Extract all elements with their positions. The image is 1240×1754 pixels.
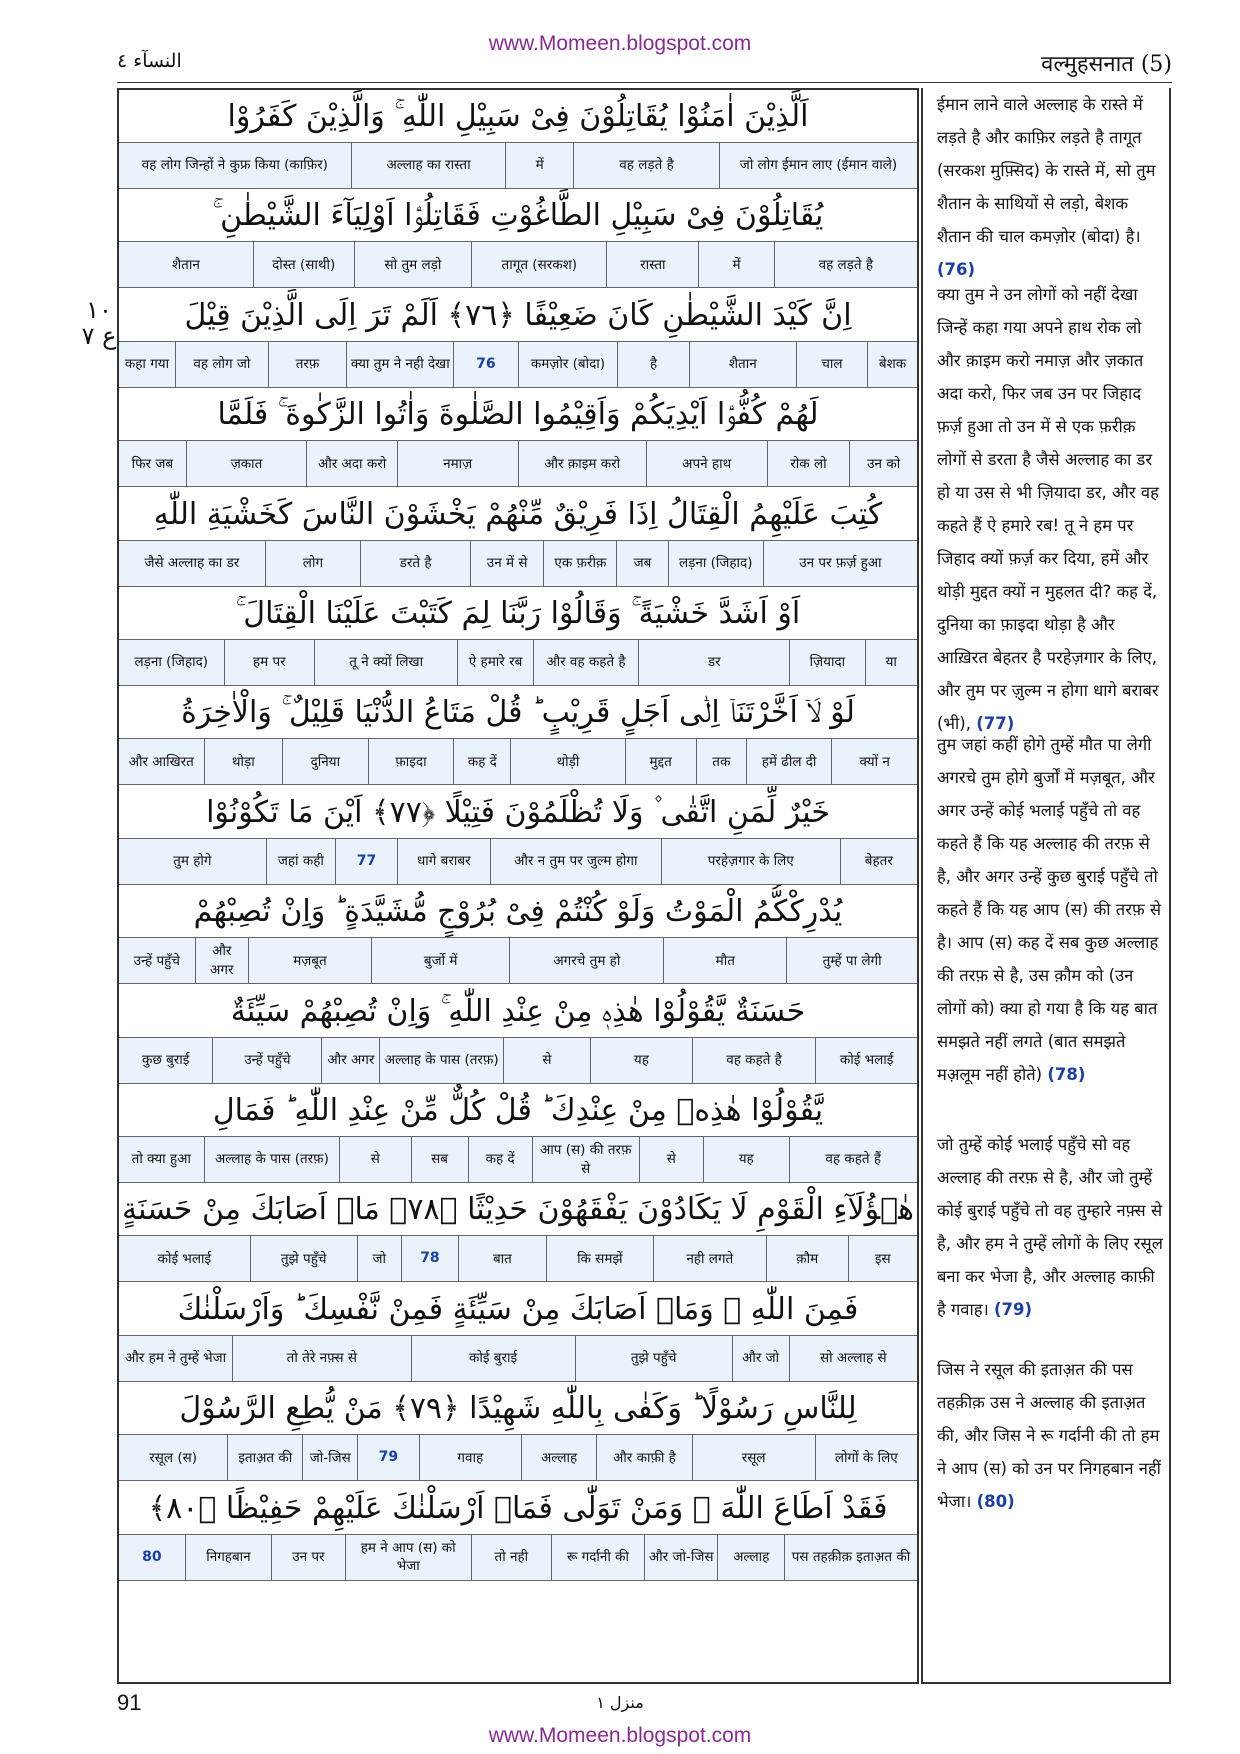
word-meaning-cell: और अदा करो xyxy=(306,441,396,486)
word-meaning-cell: इस xyxy=(848,1236,917,1281)
word-meaning-cell: से xyxy=(339,1137,410,1182)
word-meaning-cell: एक फ़रीक़ xyxy=(543,541,616,586)
word-meaning-cell: अल्लाह के पास (तरफ़) xyxy=(204,1137,340,1182)
translation-row xyxy=(119,640,917,686)
translation-text: जिस ने रसूल की इताअ़त की पस तहक़ीक़ उस ने अल्लाह की इताअ़त की, और जिस ने रू गर्दानी की तो हम ने आप (स) को उन पर निगहबान नहीं भेजा। xyxy=(937,1360,1161,1511)
arabic-line: اِنَّ كَیْدَ الشَّیْطٰنِ كَانَ ضَعِیْفًا ﴿٧٦﴾ اَلَمْ تَرَ اِلَی الَّذِیْنَ قِیْلَ xyxy=(119,289,917,342)
word-meaning-cell: रसूल (स) xyxy=(149,1449,197,1466)
word-meaning-cell: लोग xyxy=(265,541,360,586)
word-meaning-cell: शैतान xyxy=(689,342,796,387)
translation-text: क्या तुम ने उन लोगों को नहीं देखा जिन्हें कहा गया अपने हाथ रोक लो और क़ाइम करो नमाज़ और ज़कात अदा करो, फिर जब उन पर जिहाद फ़र्ज़ हुआ तो उन में से एक फ़रीक़ लोगों से डरता है जैसे अल्लाह का डर हो या उस से भी ज़ियादा डर, और वह कहते हैं ऐ हमारे रब! तू ने हम पर जिहाद क्यों फ़र्ज़ कर दिया, हमें और थोड़ी मुद्दत क्यों न मुहलत दी? कह दें, दुनिया का फ़ाइदा थोड़ा है और आख़िरत बेहतर है परहेज़गार के लिए, और तुम पर ज़ुल्म न होगा धागे बराबर (भी), xyxy=(937,285,1159,733)
word-meaning-cell: और वह कहते है xyxy=(533,640,639,685)
arabic-line: یُقَاتِلُوْنَ فِیْ سَبِیْلِ الطَّاغُوْتِ فَقَاتِلُوْۤا اَوْلِیَآءَ الشَّیْطٰنِ ۚ xyxy=(119,189,917,242)
word-meaning-cell: कह दें xyxy=(468,1137,532,1182)
word-meaning-cell: तुझे पहुँचे xyxy=(250,1236,357,1281)
word-meaning-cell: अल्लाह xyxy=(521,1435,596,1480)
word-meaning-cell: कोई भलाई xyxy=(815,1038,917,1083)
arabic-line: هٰۤؤُلَآءِ الْقَوْمِ لَا یَكَادُوْنَ یَفْقَهُوْنَ حَدِیْثًا ﴿٧٨﴾ مَاۤ اَصَابَكَ مِنْ حَسَنَةٍ xyxy=(119,1183,917,1236)
translation-paragraph xyxy=(937,88,1163,286)
word-meaning-cell: ऐ हमारे रब xyxy=(457,640,532,685)
word-meaning-cell: अगरचे तुम हो xyxy=(509,938,663,983)
word-meaning-cell: रू गर्दानी की xyxy=(551,1535,644,1580)
word-meaning-cell: तागूत (सरकश) xyxy=(471,242,606,287)
page-number: 91 xyxy=(117,1690,142,1715)
word-meaning-cell: थोड़ा xyxy=(204,739,282,784)
word-meaning-cell: हमें ढील दी xyxy=(746,739,832,784)
word-meaning-cell: हम पर xyxy=(224,640,314,685)
word-meaning-cell: फ़ाइदा xyxy=(368,739,454,784)
word-meaning-cell: उन्हें पहुँचे xyxy=(212,1038,321,1083)
translation-row xyxy=(119,242,917,288)
translation-row xyxy=(119,839,917,885)
word-meaning-cell: ज़ियादा xyxy=(789,640,864,685)
word-meaning-cell: निगहबान xyxy=(185,1535,272,1580)
word-meaning-cell: डरते है xyxy=(360,541,470,586)
word-meaning-cell: कोई भलाई xyxy=(157,1250,212,1267)
word-meaning-cell: आप (स) की तरफ़ से xyxy=(532,1137,639,1182)
translation-row xyxy=(119,1038,917,1084)
translation-text: ईमान लाने वाले अल्लाह के रास्ते में लड़ते है और काफ़िर लड़ते है तागूत (सरकश मुफ़्सिद) के रास्ते में, सो तुम शैतान के साथियों से लड़ो, बेशक शैतान की चाल कमज़ोर (बोदा) है। xyxy=(937,95,1156,246)
word-meaning-cell: तुम्हें पा लेगी xyxy=(786,938,917,983)
translation-column xyxy=(921,88,1171,1684)
word-meaning-cell: यह xyxy=(590,1038,692,1083)
word-meaning-cell: लड़ना (जिहाद) xyxy=(134,654,209,671)
arabic-line: فَمِنَ اللّٰهِ ۫ وَمَاۤ اَصَابَكَ مِنْ سَیِّئَةٍ فَمِنْ نَّفْسِكَ ؕ وَاَرْسَلْنٰكَ xyxy=(119,1283,917,1336)
word-meaning-cell: अल्लाह के पास (तरफ़) xyxy=(379,1038,503,1083)
word-meaning-cell: से xyxy=(639,1137,703,1182)
word-meaning-cell: सो तुम लड़ो xyxy=(354,242,472,287)
word-meaning-cell: और अगर xyxy=(321,1038,379,1083)
word-meaning-cell: तक xyxy=(696,739,746,784)
word-meaning-cell: बात xyxy=(458,1236,546,1281)
word-meaning-cell: अल्लाह xyxy=(717,1535,784,1580)
translation-row xyxy=(119,1236,917,1282)
surah-name: النسآء ٤ xyxy=(117,50,182,72)
arabic-line: لَوْ لَاۤ اَخَّرْتَنَاۤ اِلٰۤی اَجَلٍ قَرِیْبٍ ؕ قُلْ مَتَاعُ الدُّنْیَا قَلِیْلٌ ۚ وَالْاٰخِرَةُ xyxy=(119,686,917,739)
word-meaning-cell: बुर्जो में xyxy=(371,938,509,983)
translation-paragraph xyxy=(937,728,1163,1091)
site-url-top[interactable]: www.Momeen.blogspot.com xyxy=(488,32,752,55)
word-meaning-cell: उन पर xyxy=(271,1535,344,1580)
word-meaning-cell: जब xyxy=(616,541,667,586)
arabic-line: یُدْرِكْكُّمُ الْمَوْتُ وَلَوْ كُنْتُمْ فِیْ بُرُوْجٍ مُّشَیَّدَةٍ ؕ وَاِنْ تُصِبْهُمْ xyxy=(119,885,917,938)
word-meaning-cell: अल्लाह का रास्ता xyxy=(351,143,506,188)
word-meaning-cell: गवाह xyxy=(419,1435,521,1480)
arabic-line: اَوْ اَشَدَّ خَشْیَةً ۚ وَقَالُوْا رَبَّنَا لِمَ كَتَبْتَ عَلَیْنَا الْقِتَالَ ۚ xyxy=(119,587,917,640)
word-meaning-cell: तरफ़ xyxy=(268,342,346,387)
arabic-line: خَیْرٌ لِّمَنِ اتَّقٰی ۫ وَلَا تُظْلَمُوْنَ فَتِیْلًا ﴿٧٧﴾ اَیْنَ مَا تَكُوْنُوْا xyxy=(119,786,917,839)
translation-row xyxy=(119,739,917,785)
word-meaning-cell: वह लोग जिन्हों ने कुफ्र किया (काफ़िर) xyxy=(141,157,328,174)
word-meaning-cell: कोई बुराई xyxy=(411,1336,575,1381)
word-meaning-cell: और जो-जिस xyxy=(644,1535,717,1580)
verse-number-cell: 77 xyxy=(335,839,397,884)
word-meaning-cell: और हम ने तुम्हें भेजा xyxy=(124,1350,227,1367)
verse-ref: (80) xyxy=(976,1492,1015,1511)
word-meaning-cell: इताअ़त की xyxy=(227,1435,302,1480)
word-meaning-cell: या xyxy=(865,640,917,685)
word-meaning-cell: तुझे पहुँचे xyxy=(575,1336,732,1381)
manzil-label: منزل ۱ xyxy=(596,1693,644,1712)
translation-text: तुम जहां कहीं होगे तुम्हें मौत पा लेगी अगरचे तुम होगे बुर्जों में मज़बूत, और अगर उन्हें कोई भलाई पहुँचे तो वह कहते हैं कि यह अल्लाह की तरफ़ से है, और अगर उन्हें कुछ बुराई पहुँचे तो कहते हैं कि यह आप (स) की तरफ़ से है। आप (स) कह दें सब कुछ अल्लाह की तरफ़ से है, उस क़ौम को (उन लोगों को) क्या हो गया है कि यह बात समझते नहीं लगते (बात समझते मअ़लूम नहीं होते) xyxy=(937,735,1162,1084)
word-meaning-cell: तुम होगे xyxy=(173,853,212,870)
word-meaning-cell: मौत xyxy=(663,938,786,983)
word-meaning-cell: तू ने क्यों लिखा xyxy=(314,640,457,685)
word-meaning-cell: कह दें xyxy=(453,739,510,784)
word-meaning-cell: जहां कही xyxy=(266,839,336,884)
word-meaning-cell: परहेज़गार के लिए xyxy=(661,839,840,884)
word-meaning-cell: रोक लो xyxy=(767,441,850,486)
word-meaning-cell: मज़बूत xyxy=(248,938,371,983)
word-meaning-cell: वह लड़ते है xyxy=(573,143,719,188)
translation-row xyxy=(119,1435,917,1481)
word-meaning-cell: वह कहते हैं xyxy=(789,1137,917,1182)
arabic-line: فَقَدْ اَطَاعَ اللّٰهَ ۚ وَمَنْ تَوَلّٰی فَمَاۤ اَرْسَلْنٰكَ عَلَیْهِمْ حَفِیْظًا ﴿٨٠﴾ xyxy=(119,1482,917,1535)
word-meaning-cell: तो नही xyxy=(471,1535,551,1580)
verse-number-cell: 79 xyxy=(357,1435,419,1480)
word-meaning-cell: फिर जब xyxy=(131,455,174,472)
word-meaning-cell: लड़ना (जिहाद) xyxy=(668,541,763,586)
word-meaning-cell: उन को xyxy=(849,441,917,486)
word-meaning-cell: थोड़ी xyxy=(510,739,624,784)
translation-row xyxy=(119,1535,917,1581)
word-meaning-cell: कमज़ोर (बोदा) xyxy=(518,342,618,387)
word-meaning-cell: तो क्या हुआ xyxy=(131,1151,191,1168)
word-meaning-cell: नमाज़ xyxy=(397,441,518,486)
header-rule xyxy=(117,82,1172,83)
word-meaning-cell: अपने हाथ xyxy=(646,441,767,486)
word-meaning-cell: सो अल्लाह से xyxy=(789,1336,917,1381)
word-meaning-cell: क़ौम xyxy=(766,1236,848,1281)
arabic-line: اَلَّذِیْنَ اٰمَنُوْا یُقَاتِلُوْنَ فِیْ سَبِیْلِ اللّٰهِ ۚ وَالَّذِیْنَ كَفَرُوْا xyxy=(119,90,917,143)
word-meaning-cell: बेहतर xyxy=(840,839,917,884)
translation-paragraph xyxy=(937,1128,1163,1326)
word-meaning-cell: वह कहते है xyxy=(692,1038,816,1083)
word-meaning-cell: चाल xyxy=(796,342,867,387)
word-meaning-cell: वह लोग जो xyxy=(175,342,268,387)
translation-paragraph xyxy=(937,1353,1163,1518)
word-meaning-cell: और आखिरत xyxy=(128,753,194,770)
word-meaning-cell: ज़कात xyxy=(186,441,307,486)
word-meaning-cell: तो तेरे नफ़्स से xyxy=(232,1336,410,1381)
verse-number-cell: 80 xyxy=(142,1548,162,1565)
word-meaning-cell: जो-जिस xyxy=(302,1435,357,1480)
ruku-mark: ١٠ ع ٧ xyxy=(81,296,117,351)
translation-row xyxy=(119,143,917,189)
word-meaning-cell: जो xyxy=(357,1236,401,1281)
word-meaning-cell: सब xyxy=(411,1137,468,1182)
word-meaning-cell: उन में से xyxy=(470,541,543,586)
word-meaning-cell: रसूल xyxy=(692,1435,815,1480)
word-meaning-cell: और अगर xyxy=(195,938,248,983)
word-meaning-cell: दुनिया xyxy=(282,739,368,784)
word-meaning-cell: और काफ़ी है xyxy=(596,1435,692,1480)
translation-row xyxy=(119,541,917,587)
translation-row xyxy=(119,342,917,388)
word-meaning-cell: धागे बराबर xyxy=(397,839,490,884)
translation-row xyxy=(119,1137,917,1183)
word-meaning-cell: और न तुम पर जुल्म होगा xyxy=(490,839,661,884)
word-meaning-cell: और क़ाइम करो xyxy=(518,441,646,486)
word-meaning-cell: बेशक xyxy=(867,342,917,387)
verse-ref: (76) xyxy=(937,260,976,279)
word-meaning-cell: कि समझें xyxy=(546,1236,653,1281)
word-meaning-cell: दोस्त (साथी) xyxy=(253,242,354,287)
word-meaning-cell: हम ने आप (स) को भेजा xyxy=(345,1535,471,1580)
word-meaning-cell: लोगों के लिए xyxy=(815,1435,917,1480)
word-meaning-cell: जैसे अल्लाह का डर xyxy=(144,554,240,571)
translation-row xyxy=(119,938,917,984)
word-meaning-cell: में xyxy=(698,242,773,287)
translation-row xyxy=(119,441,917,487)
word-meaning-cell: वह लड़ते है xyxy=(774,242,917,287)
arabic-line: كُتِبَ عَلَیْهِمُ الْقِتَالُ اِذَا فَرِیْقٌ مِّنْهُمْ یَخْشَوْنَ النَّاسَ كَخَشْیَةِ اللّٰهِ xyxy=(119,488,917,541)
verse-ref: (77) xyxy=(976,714,1015,733)
word-meaning-cell: जो लोग ईमान लाए (ईमान वाले) xyxy=(719,143,917,188)
word-meaning-cell: और जो xyxy=(732,1336,789,1381)
word-meaning-cell: कुछ बुराई xyxy=(141,1051,190,1068)
verse-ref: (78) xyxy=(1047,1065,1086,1084)
word-meaning-cell: पस तहक़ीक़ इताअ़त की xyxy=(784,1535,917,1580)
site-url-bottom[interactable]: www.Momeen.blogspot.com xyxy=(488,1724,752,1747)
translation-row xyxy=(119,1336,917,1382)
word-meaning-cell: रास्ता xyxy=(606,242,698,287)
word-meaning-cell: है xyxy=(617,342,688,387)
word-meaning-cell: शैतान xyxy=(171,256,200,273)
word-meaning-cell: कहा गया xyxy=(124,356,170,373)
word-meaning-cell: नही लगते xyxy=(653,1236,766,1281)
word-meaning-cell: उन्हें पहुँचे xyxy=(133,952,180,969)
part-title: वल्मुहसनात (5) xyxy=(1041,52,1172,77)
verse-number-cell: 76 xyxy=(453,342,517,387)
arabic-line: یَّقُوْلُوْا هٰذِهٖ مِنْ عِنْدِكَ ؕ قُلْ كُلٌّ مِّنْ عِنْدِ اللّٰهِ ؕ فَمَالِ xyxy=(119,1084,917,1137)
word-meaning-cell: से xyxy=(503,1038,590,1083)
word-meaning-cell: डर xyxy=(638,640,789,685)
arabic-line: لَهُمْ كُفُّوْۤا اَیْدِیَكُمْ وَاَقِیْمُوا الصَّلٰوةَ وَاٰتُوا الزَّكٰوةَ ۚ فَلَمَّا xyxy=(119,388,917,441)
word-meaning-cell: में xyxy=(505,143,573,188)
arabic-line: لِلنَّاسِ رَسُوْلًا ؕ وَكَفٰی بِاللّٰهِ شَهِیْدًا ﴿٧٩﴾ مَنْ یُّطِعِ الرَّسُوْلَ xyxy=(119,1382,917,1435)
translation-paragraph xyxy=(937,278,1163,740)
word-meaning-cell: उन पर फ़र्ज़ हुआ xyxy=(763,541,917,586)
word-meaning-cell: क्यों न xyxy=(831,739,917,784)
word-by-word-table xyxy=(117,88,919,1684)
translation-text: जो तुम्हें कोई भलाई पहुँचे सो वह अल्लाह की तरफ़ से है, और जो तुम्हें कोई बुराई पहुँचे तो वह तुम्हारे नफ़्स से है, और हम ने तुम्हें लोगों के लिए रसूल बना कर भेजा है, और अल्लाह काफ़ी है गवाह। xyxy=(937,1135,1163,1319)
arabic-line: حَسَنَةٌ یَّقُوْلُوْا هٰذِهٖ مِنْ عِنْدِ اللّٰهِ ۚ وَاِنْ تُصِبْهُمْ سَیِّئَةٌ xyxy=(119,985,917,1038)
word-meaning-cell: यह xyxy=(703,1137,789,1182)
word-meaning-cell: क्या तुम ने नही देखा xyxy=(346,342,453,387)
word-meaning-cell: मुद्दत xyxy=(625,739,696,784)
verse-number-cell: 78 xyxy=(401,1236,458,1281)
verse-ref: (79) xyxy=(994,1300,1033,1319)
